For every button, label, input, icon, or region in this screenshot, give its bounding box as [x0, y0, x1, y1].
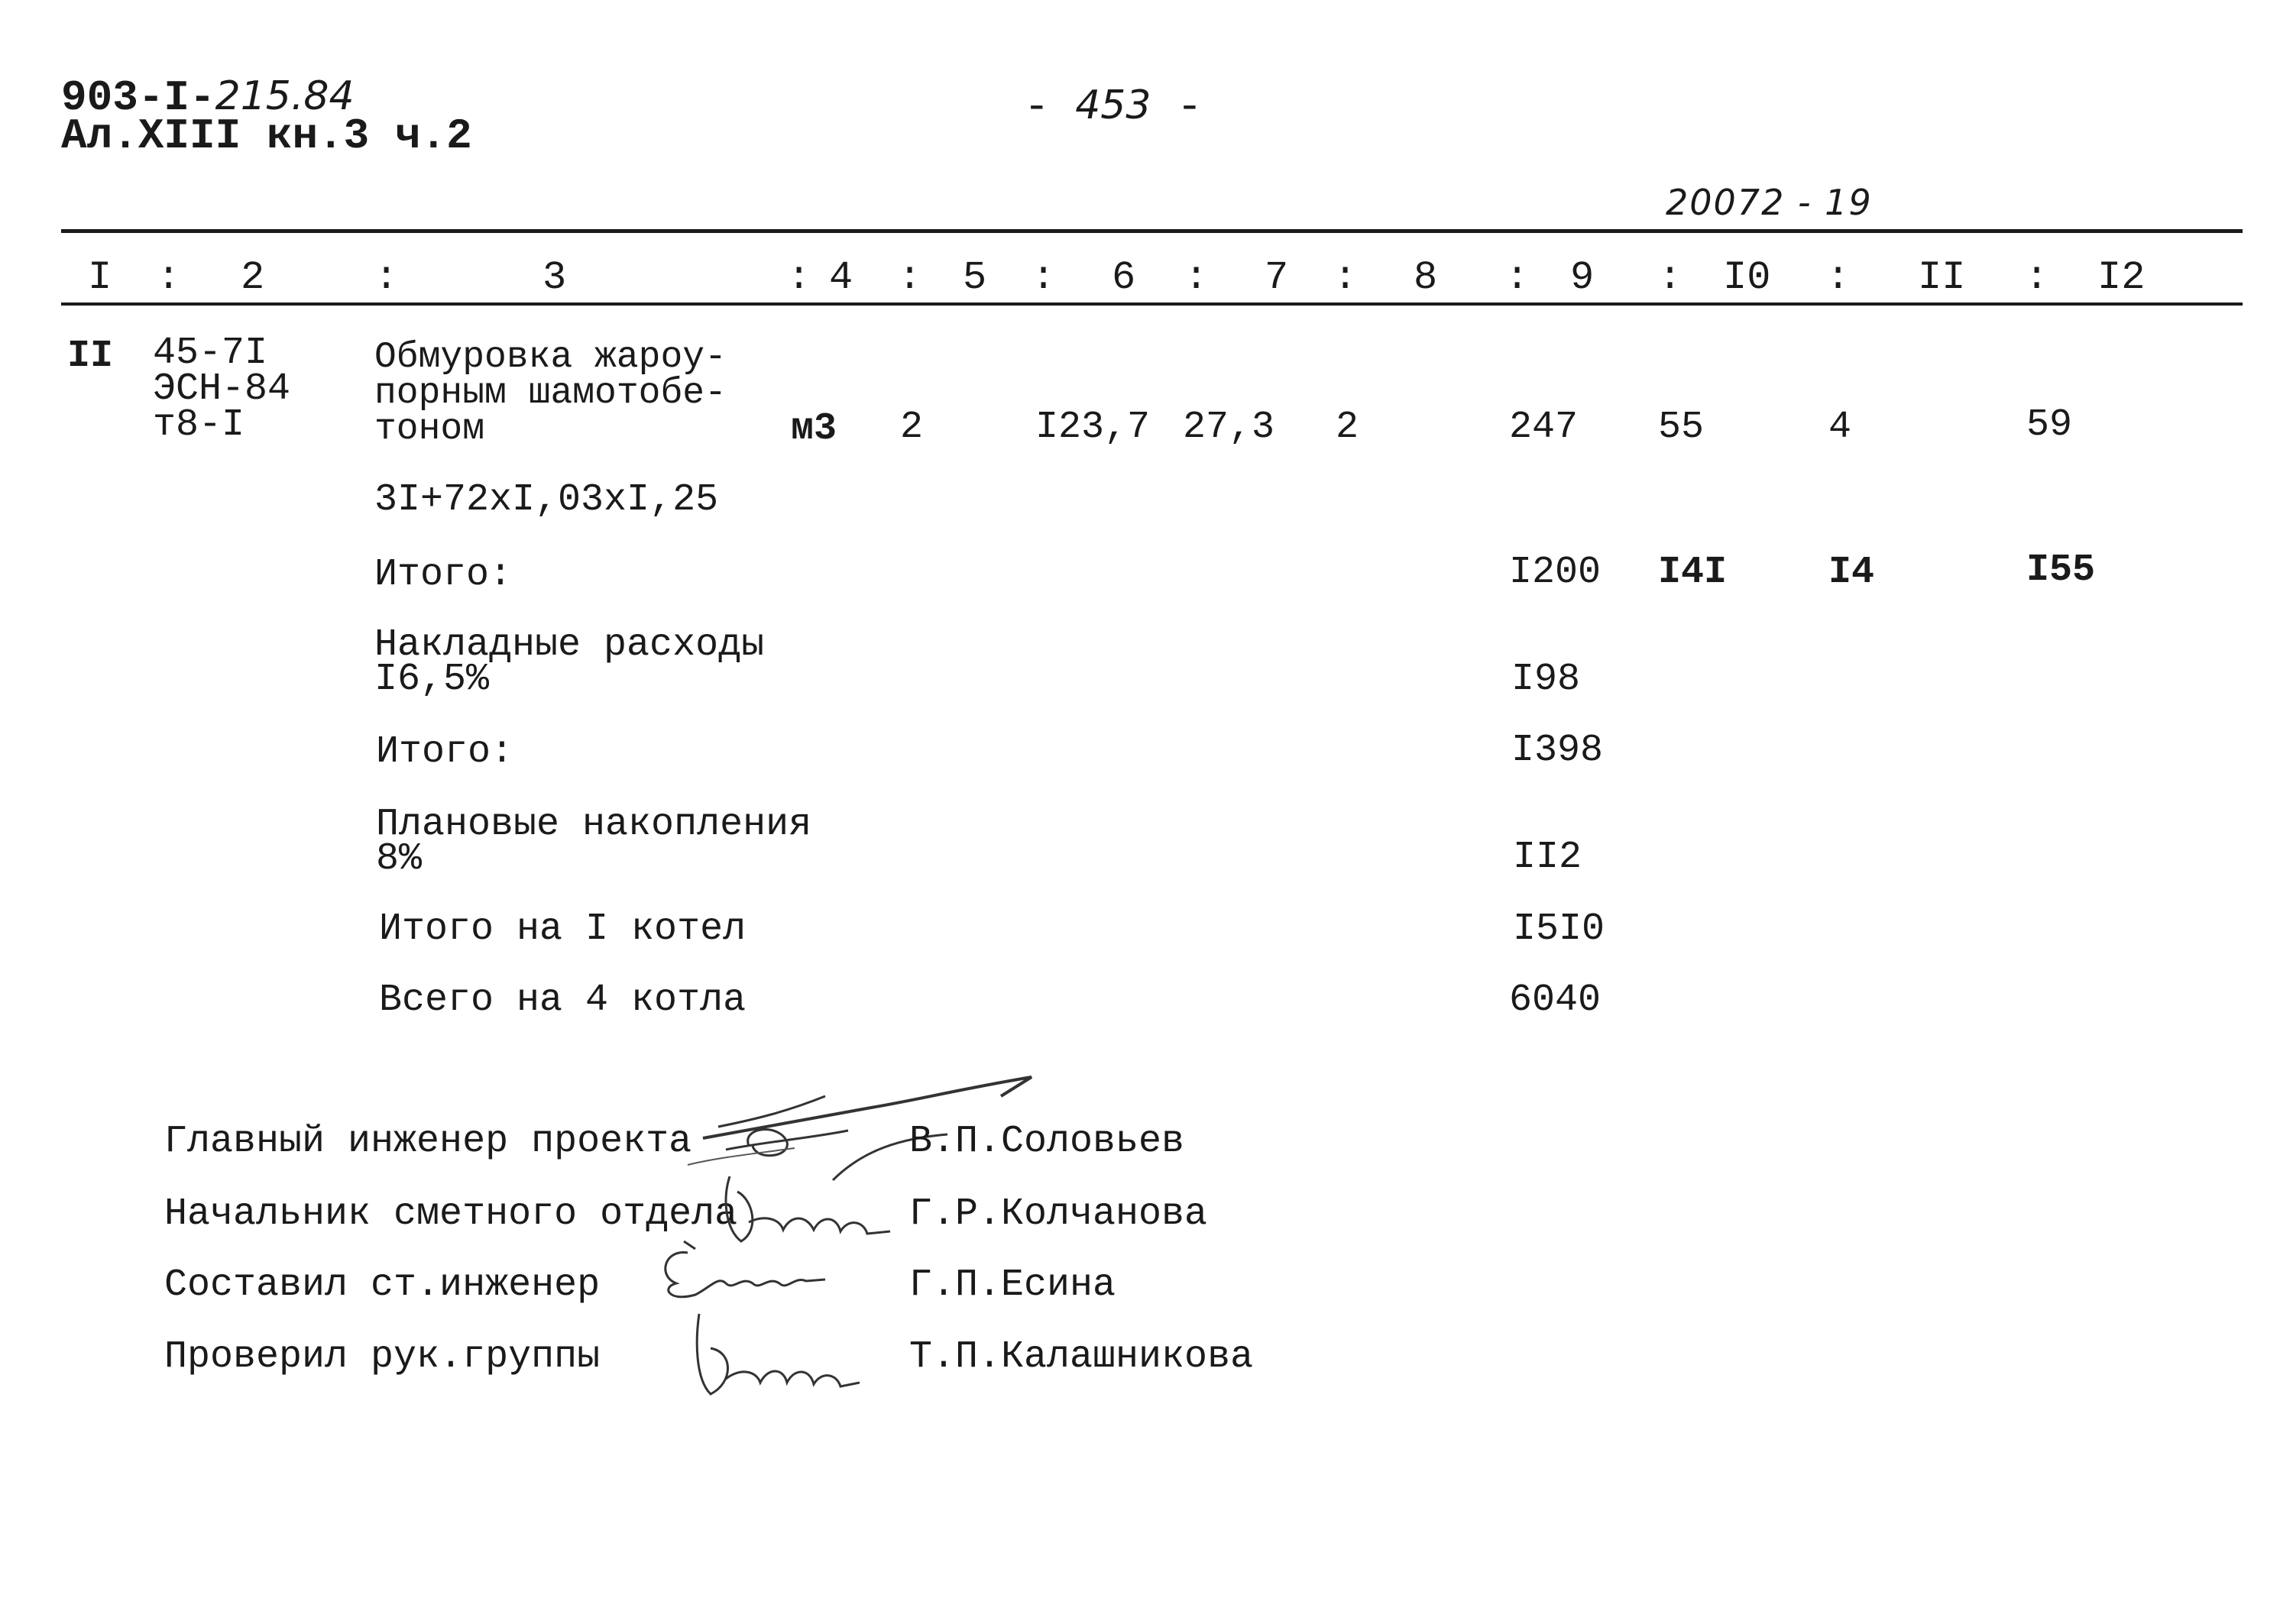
- col-header-9: 9: [1570, 255, 1595, 300]
- col-header-5: 5: [963, 255, 987, 300]
- overhead-value: I98: [1511, 658, 1581, 701]
- row-description: Обмуровка жароу- порным шамотобе- тоном: [374, 337, 727, 450]
- page-dash-right: -: [1177, 82, 1203, 131]
- row-col11: 4: [1828, 406, 1852, 449]
- row-total: 247: [1509, 406, 1579, 449]
- signature-role: Проверил рук.группы: [164, 1335, 601, 1379]
- col-header-12: I2: [2097, 255, 2146, 300]
- col-header-1: I: [88, 255, 112, 300]
- col-header-10: I0: [1723, 255, 1771, 300]
- subtotal-col12: I55: [2026, 548, 2096, 592]
- planned-value: II2: [1513, 836, 1582, 879]
- col-header-6: 6: [1112, 255, 1136, 300]
- row-col12: 59: [2026, 403, 2073, 447]
- col-header-sep: :: [157, 255, 181, 300]
- total-label-2: Итого:: [376, 730, 514, 774]
- col-header-4: 4: [829, 255, 853, 300]
- row-unit: м3: [791, 407, 837, 451]
- col-header-8: 8: [1414, 255, 1438, 300]
- col-header-3: 3: [542, 255, 567, 300]
- per-boiler-value: I5I0: [1513, 907, 1605, 951]
- subtotal-label: Итого:: [374, 553, 513, 597]
- row-quantity: 2: [900, 406, 924, 449]
- col-header-2: 2: [241, 255, 265, 300]
- subtotal-col9: I200: [1509, 551, 1602, 594]
- col-header-sep: :: [2025, 255, 2049, 300]
- planned-label: Плановые накопления: [376, 803, 812, 846]
- col-header-sep: :: [1333, 255, 1358, 300]
- col-header-7: 7: [1265, 255, 1289, 300]
- signature-scribble-4: [680, 1306, 879, 1406]
- planned-percent: 8%: [376, 837, 423, 881]
- col-header-sep: :: [1505, 255, 1530, 300]
- row-code-line2: ЭСН-84: [153, 367, 291, 411]
- col-header-sep: :: [374, 255, 399, 300]
- col-header-sep: :: [1826, 255, 1851, 300]
- document-volume: Ал.XIII кн.3 ч.2: [61, 112, 472, 160]
- subtotal-col10: I4I: [1658, 551, 1728, 594]
- row-col10: 55: [1658, 406, 1705, 449]
- table-header-rule: [61, 302, 2243, 306]
- col-header-sep: :: [1184, 255, 1209, 300]
- four-boilers-label: Всего на 4 котла: [379, 979, 747, 1022]
- table-top-rule: [61, 229, 2243, 233]
- document-code-print: 903-I-: [61, 73, 215, 122]
- col-header-sep: :: [898, 255, 922, 300]
- per-boiler-label: Итого на I котел: [379, 907, 747, 951]
- col-header-sep: :: [1032, 255, 1056, 300]
- col-header-sep: :: [787, 255, 811, 300]
- overhead-label: Накладные расходы: [374, 623, 765, 667]
- signature-name: Г.П.Есина: [909, 1263, 1116, 1307]
- document-code-handwritten: 215.84: [215, 73, 355, 119]
- document-number: 20072 - 19: [1666, 182, 1873, 223]
- signature-role: Составил ст.инженер: [164, 1263, 601, 1307]
- signature-role: Начальник сметного отдела: [164, 1192, 738, 1236]
- row-formula: 3I+72xI,03xI,25: [374, 478, 719, 522]
- row-unit-price: I23,7: [1035, 406, 1151, 449]
- col-header-sep: :: [1658, 255, 1683, 300]
- col-header-11: II: [1918, 255, 1966, 300]
- signature-name: Т.П.Калашникова: [909, 1335, 1254, 1379]
- row-col8: 2: [1336, 406, 1359, 449]
- signature-scribble-3: [642, 1234, 840, 1306]
- page-dash-left: -: [1024, 82, 1050, 131]
- overhead-percent: I6,5%: [374, 658, 490, 701]
- page-number-value: 453: [1075, 82, 1151, 128]
- subtotal-col11: I4: [1828, 551, 1875, 594]
- row-code-line3: т8-I: [153, 403, 245, 447]
- signature-role: Главный инженер проекта: [164, 1120, 692, 1163]
- total-value-2: I398: [1511, 729, 1604, 772]
- page-number: [1024, 82, 1203, 131]
- row-code-line1: 45-7I: [153, 332, 268, 375]
- row-number: II: [67, 335, 114, 378]
- row-wage: 27,3: [1183, 406, 1275, 449]
- signature-name: Г.Р.Колчанова: [909, 1192, 1208, 1236]
- signature-name: В.П.Соловьев: [909, 1120, 1185, 1163]
- four-boilers-value: 6040: [1509, 979, 1602, 1022]
